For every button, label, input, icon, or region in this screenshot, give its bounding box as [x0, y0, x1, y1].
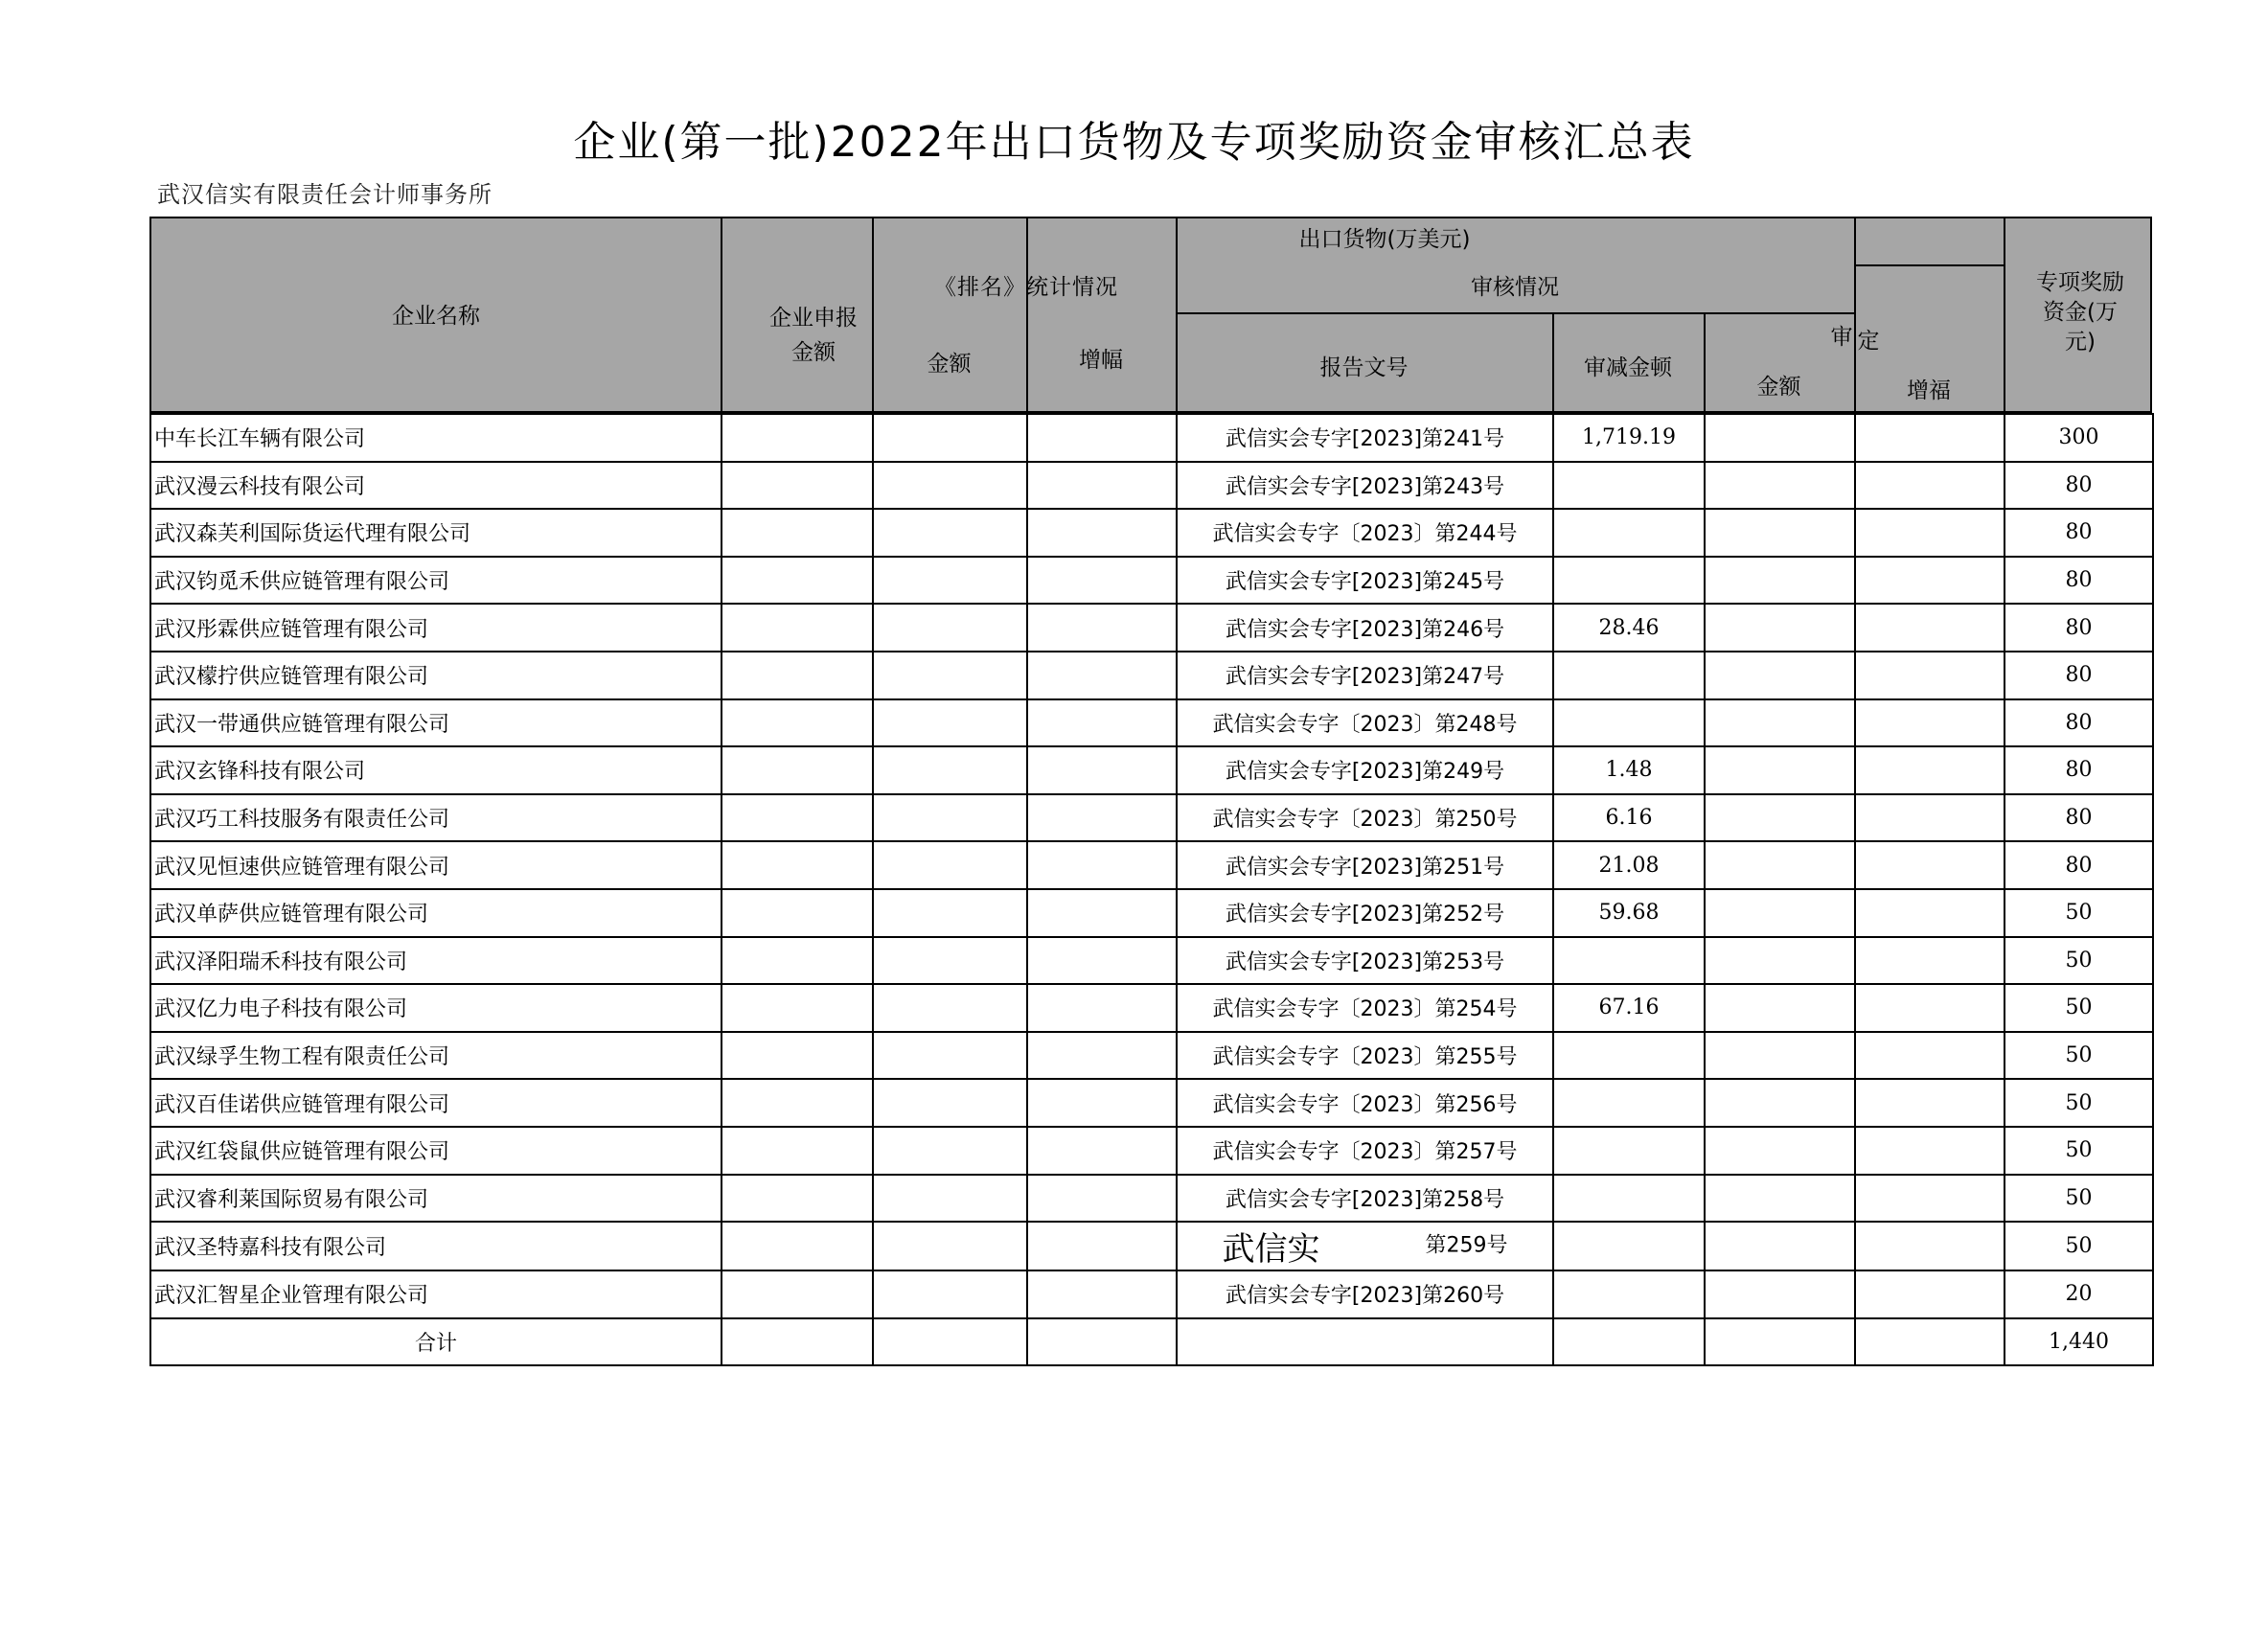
- reduction-cell: [1553, 1270, 1705, 1318]
- stats-growth-cell: [1027, 1222, 1177, 1270]
- stats-growth-cell: [1027, 1175, 1177, 1223]
- report-number-cell: 武信实会专字〔2023〕第257号: [1177, 1127, 1553, 1175]
- reduction-cell: 59.68: [1553, 889, 1705, 937]
- table-row: [150, 699, 2153, 747]
- approved-growth-cell: [1855, 1127, 2005, 1175]
- approved-amount-cell: [1705, 509, 1855, 557]
- company-name-cell: 武汉玄锋科技有限公司: [150, 746, 722, 794]
- reduction-cell: 1,719.19: [1553, 414, 1705, 462]
- reduction-cell: [1553, 1222, 1705, 1270]
- approved-amount-cell: [1705, 937, 1855, 985]
- reduction-cell: 1.48: [1553, 746, 1705, 794]
- report-number-cell: 武信实会专字〔2023〕第250号: [1177, 794, 1553, 842]
- fund-cell: 80: [2005, 841, 2153, 889]
- table-row: [150, 1175, 2153, 1223]
- firm-name: 武汉信实有限责任会计师事务所: [157, 181, 493, 208]
- header-approved-growth: 增福: [1907, 378, 1951, 403]
- report-number-cell: 武信实会专字[2023]第241号: [1177, 414, 1553, 462]
- fund-cell: 50: [2005, 1175, 2153, 1223]
- approved-amount-cell: [1705, 462, 1855, 510]
- stats-amount-cell: [873, 1270, 1027, 1318]
- company-name-cell: 武汉森芙利国际货运代理有限公司: [150, 509, 722, 557]
- table-row: [150, 889, 2153, 937]
- report-number-cell: 武信实会专字[2023]第247号: [1177, 652, 1553, 699]
- approved-growth-cell: [1855, 1032, 2005, 1080]
- reduction-cell: [1553, 557, 1705, 605]
- header-amount: 金额: [927, 352, 972, 377]
- approved-growth-cell: [1855, 841, 2005, 889]
- fund-cell: 80: [2005, 652, 2153, 699]
- header-approved-char2: 定: [1857, 329, 1880, 354]
- approved-growth-cell: [1855, 557, 2005, 605]
- approved-amount-cell: [1705, 1270, 1855, 1318]
- reduction-cell: [1553, 1175, 1705, 1223]
- approved-amount-cell: [1705, 889, 1855, 937]
- company-name-cell: 武汉单萨供应链管理有限公司: [150, 889, 722, 937]
- total-row: [150, 1318, 2153, 1366]
- table-header: [149, 217, 2152, 413]
- total-fund: 1,440: [2005, 1318, 2153, 1366]
- reduction-cell: [1553, 937, 1705, 985]
- declared-amount-cell: [722, 1222, 873, 1270]
- stats-growth-cell: [1027, 1127, 1177, 1175]
- reduction-cell: 6.16: [1553, 794, 1705, 842]
- fund-cell: 50: [2005, 889, 2153, 937]
- table-row: [150, 1032, 2153, 1080]
- approved-growth-cell: [1855, 794, 2005, 842]
- header-approved-char1: 审: [1830, 325, 1853, 350]
- report-number-cell: 武信实会专字[2023]第246号: [1177, 604, 1553, 652]
- table-row: [150, 841, 2153, 889]
- stats-amount-cell: [873, 794, 1027, 842]
- fund-cell: 80: [2005, 699, 2153, 747]
- report-number-cell: 武信实会专字[2023]第260号: [1177, 1270, 1553, 1318]
- report-number-cell: 武信实会专字[2023]第243号: [1177, 462, 1553, 510]
- empty-cell: [1855, 1318, 2005, 1366]
- table-row: [150, 1222, 2153, 1270]
- stats-growth-cell: [1027, 604, 1177, 652]
- approved-growth-cell: [1855, 462, 2005, 510]
- reduction-cell: [1553, 509, 1705, 557]
- declared-amount-cell: [722, 604, 873, 652]
- approved-growth-cell: [1855, 937, 2005, 985]
- declared-amount-cell: [722, 414, 873, 462]
- stats-growth-cell: [1027, 794, 1177, 842]
- declared-amount-cell: [722, 652, 873, 699]
- stats-amount-cell: [873, 604, 1027, 652]
- approved-amount-cell: [1705, 794, 1855, 842]
- approved-growth-cell: [1855, 414, 2005, 462]
- table-row: [150, 414, 2153, 462]
- company-name-cell: 武汉睿利莱国际贸易有限公司: [150, 1175, 722, 1223]
- table-row: [150, 794, 2153, 842]
- report-number-cell: 武信实会专字[2023]第253号: [1177, 937, 1553, 985]
- declared-amount-cell: [722, 509, 873, 557]
- fund-cell: 80: [2005, 746, 2153, 794]
- fund-cell: 80: [2005, 557, 2153, 605]
- fund-cell: 50: [2005, 984, 2153, 1032]
- stats-growth-cell: [1027, 1079, 1177, 1127]
- total-label: 合计: [150, 1318, 722, 1366]
- approved-growth-cell: [1855, 1079, 2005, 1127]
- table-row: [150, 1079, 2153, 1127]
- stats-amount-cell: [873, 652, 1027, 699]
- approved-amount-cell: [1705, 746, 1855, 794]
- approved-amount-cell: [1705, 984, 1855, 1032]
- stats-amount-cell: [873, 557, 1027, 605]
- approved-growth-cell: [1855, 699, 2005, 747]
- header-growth: 增幅: [1079, 348, 1123, 373]
- table-row: [150, 509, 2153, 557]
- stats-amount-cell: [873, 462, 1027, 510]
- stats-growth-cell: [1027, 652, 1177, 699]
- approved-growth-cell: [1855, 1222, 2005, 1270]
- company-name-cell: 武汉亿力电子科技有限公司: [150, 984, 722, 1032]
- declared-amount-cell: [722, 889, 873, 937]
- declared-amount-cell: [722, 699, 873, 747]
- stats-amount-cell: [873, 937, 1027, 985]
- fund-cell: 80: [2005, 604, 2153, 652]
- header-declared-amount: 企业申报金额: [769, 306, 858, 365]
- approved-amount-cell: [1705, 604, 1855, 652]
- declared-amount-cell: [722, 1032, 873, 1080]
- report-number-cell: 武信实会专字[2023]第251号: [1177, 841, 1553, 889]
- stats-growth-cell: [1027, 462, 1177, 510]
- declared-amount-cell: [722, 1270, 873, 1318]
- table-row: [150, 557, 2153, 605]
- reduction-cell: [1553, 652, 1705, 699]
- approved-amount-cell: [1705, 699, 1855, 747]
- fund-cell: 50: [2005, 937, 2153, 985]
- empty-cell: [722, 1318, 873, 1366]
- approved-amount-cell: [1705, 1175, 1855, 1223]
- header-stats-group: 《排名》统计情况: [934, 275, 1118, 300]
- table-row: [150, 984, 2153, 1032]
- header-export-group: 出口货物(万美元): [1298, 227, 1471, 252]
- report-number-cell: 武信实会专字〔2023〕第255号: [1177, 1032, 1553, 1080]
- stats-amount-cell: [873, 889, 1027, 937]
- report-number-cell: 武信实会专字〔2023〕第244号: [1177, 509, 1553, 557]
- empty-cell: [1553, 1318, 1705, 1366]
- company-name-cell: 中车长江车辆有限公司: [150, 414, 722, 462]
- declared-amount-cell: [722, 462, 873, 510]
- stats-growth-cell: [1027, 937, 1177, 985]
- approved-amount-cell: [1705, 841, 1855, 889]
- report-number-stamp: 武信实: [1222, 1230, 1320, 1270]
- header-fund: 专项奖励资金(万元): [2036, 270, 2124, 355]
- table-row: [150, 1270, 2153, 1318]
- declared-amount-cell: [722, 1175, 873, 1223]
- fund-cell: 50: [2005, 1127, 2153, 1175]
- fund-cell: 50: [2005, 1032, 2153, 1080]
- declared-amount-cell: [722, 794, 873, 842]
- declared-amount-cell: [722, 984, 873, 1032]
- table-row: [150, 937, 2153, 985]
- stats-growth-cell: [1027, 414, 1177, 462]
- empty-cell: [1177, 1318, 1553, 1366]
- stats-growth-cell: [1027, 1032, 1177, 1080]
- table-row: [150, 652, 2153, 699]
- fund-cell: 20: [2005, 1270, 2153, 1318]
- report-number-cell: [1177, 1222, 1553, 1270]
- reduction-cell: 67.16: [1553, 984, 1705, 1032]
- company-name-cell: 武汉绿孚生物工程有限责任公司: [150, 1032, 722, 1080]
- fund-cell: 300: [2005, 414, 2153, 462]
- stats-amount-cell: [873, 1222, 1027, 1270]
- reduction-cell: [1553, 1127, 1705, 1175]
- reduction-cell: 21.08: [1553, 841, 1705, 889]
- header-report-no: 报告文号: [1319, 355, 1409, 380]
- stats-amount-cell: [873, 414, 1027, 462]
- stats-growth-cell: [1027, 557, 1177, 605]
- approved-growth-cell: [1855, 889, 2005, 937]
- approved-growth-cell: [1855, 604, 2005, 652]
- approved-growth-cell: [1855, 509, 2005, 557]
- stats-growth-cell: [1027, 746, 1177, 794]
- approved-amount-cell: [1705, 1127, 1855, 1175]
- reduction-cell: [1553, 1032, 1705, 1080]
- declared-amount-cell: [722, 746, 873, 794]
- data-table: [149, 413, 2154, 1366]
- declared-amount-cell: [722, 1127, 873, 1175]
- stats-growth-cell: [1027, 841, 1177, 889]
- declared-amount-cell: [722, 937, 873, 985]
- company-name-cell: 武汉见恒速供应链管理有限公司: [150, 841, 722, 889]
- stats-growth-cell: [1027, 509, 1177, 557]
- header-reduction: 审减金顿: [1584, 355, 1672, 380]
- approved-amount-cell: [1705, 1032, 1855, 1080]
- company-name-cell: 武汉檬拧供应链管理有限公司: [150, 652, 722, 699]
- company-name-cell: 武汉彤霖供应链管理有限公司: [150, 604, 722, 652]
- company-name-cell: 武汉汇智星企业管理有限公司: [150, 1270, 722, 1318]
- declared-amount-cell: [722, 557, 873, 605]
- table-row: [150, 1127, 2153, 1175]
- reduction-cell: 28.46: [1553, 604, 1705, 652]
- table-row: [150, 604, 2153, 652]
- stats-amount-cell: [873, 746, 1027, 794]
- declared-amount-cell: [722, 1079, 873, 1127]
- approved-amount-cell: [1705, 414, 1855, 462]
- fund-cell: 80: [2005, 462, 2153, 510]
- approved-amount-cell: [1705, 1079, 1855, 1127]
- empty-cell: [1705, 1318, 1855, 1366]
- approved-amount-cell: [1705, 1222, 1855, 1270]
- report-number-cell: 武信实会专字[2023]第245号: [1177, 557, 1553, 605]
- approved-growth-cell: [1855, 984, 2005, 1032]
- company-name-cell: 武汉一带通供应链管理有限公司: [150, 699, 722, 747]
- company-name-cell: 武汉泽阳瑞禾科技有限公司: [150, 937, 722, 985]
- report-number-cell: 武信实会专字[2023]第249号: [1177, 746, 1553, 794]
- table-row: [150, 462, 2153, 510]
- approved-growth-cell: [1855, 746, 2005, 794]
- stats-growth-cell: [1027, 699, 1177, 747]
- stats-growth-cell: [1027, 889, 1177, 937]
- approved-amount-cell: [1705, 557, 1855, 605]
- declared-amount-cell: [722, 841, 873, 889]
- company-name-cell: 武汉漫云科技有限公司: [150, 462, 722, 510]
- approved-growth-cell: [1855, 1175, 2005, 1223]
- company-name-cell: 武汉钧觅禾供应链管理有限公司: [150, 557, 722, 605]
- fund-cell: 80: [2005, 509, 2153, 557]
- table-row: [150, 746, 2153, 794]
- fund-cell: 80: [2005, 794, 2153, 842]
- stats-growth-cell: [1027, 984, 1177, 1032]
- report-number-suffix: 第259号: [1425, 1233, 1508, 1258]
- empty-cell: [1027, 1318, 1177, 1366]
- report-number-cell: 武信实会专字〔2023〕第254号: [1177, 984, 1553, 1032]
- approved-growth-cell: [1855, 652, 2005, 699]
- stats-amount-cell: [873, 841, 1027, 889]
- reduction-cell: [1553, 699, 1705, 747]
- stats-amount-cell: [873, 984, 1027, 1032]
- stats-amount-cell: [873, 1175, 1027, 1223]
- page-title: 企业(第一批)2022年出口货物及专项奖励资金审核汇总表: [573, 118, 1695, 167]
- approved-growth-cell: [1855, 1270, 2005, 1318]
- company-name-cell: 武汉红袋鼠供应链管理有限公司: [150, 1127, 722, 1175]
- fund-cell: 50: [2005, 1079, 2153, 1127]
- report-number-cell: 武信实会专字〔2023〕第248号: [1177, 699, 1553, 747]
- header-audit-group: 审核情况: [1471, 275, 1559, 300]
- reduction-cell: [1553, 462, 1705, 510]
- stats-growth-cell: [1027, 1270, 1177, 1318]
- fund-cell: 50: [2005, 1222, 2153, 1270]
- approved-amount-cell: [1705, 652, 1855, 699]
- header-approved-amount: 金额: [1756, 375, 1801, 400]
- stats-amount-cell: [873, 699, 1027, 747]
- report-number-cell: 武信实会专字[2023]第258号: [1177, 1175, 1553, 1223]
- stats-amount-cell: [873, 509, 1027, 557]
- report-number-cell: 武信实会专字[2023]第252号: [1177, 889, 1553, 937]
- header-company-name: 企业名称: [392, 304, 480, 329]
- company-name-cell: 武汉巧工科技服务有限责任公司: [150, 794, 722, 842]
- reduction-cell: [1553, 1079, 1705, 1127]
- empty-cell: [873, 1318, 1027, 1366]
- stats-amount-cell: [873, 1032, 1027, 1080]
- company-name-cell: 武汉百佳诺供应链管理有限公司: [150, 1079, 722, 1127]
- stats-amount-cell: [873, 1079, 1027, 1127]
- company-name-cell: 武汉圣特嘉科技有限公司: [150, 1222, 722, 1270]
- stats-amount-cell: [873, 1127, 1027, 1175]
- report-number-cell: 武信实会专字〔2023〕第256号: [1177, 1079, 1553, 1127]
